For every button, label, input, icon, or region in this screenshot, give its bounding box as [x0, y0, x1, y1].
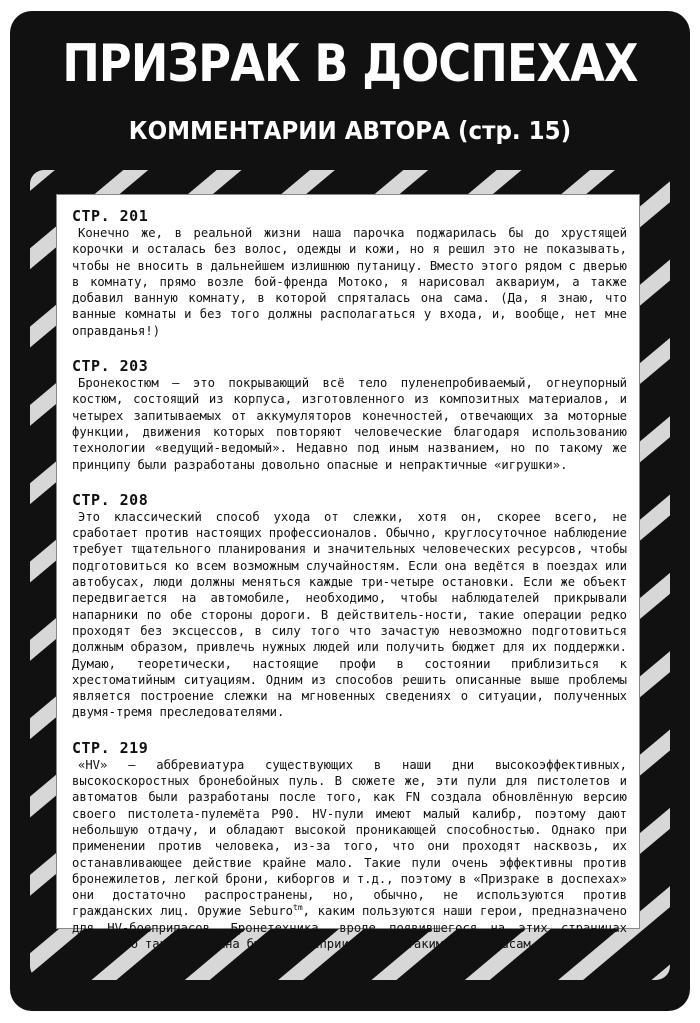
commentary-content: [72, 208, 627, 971]
section-title: СТР. 203: [72, 357, 149, 376]
section-text-part: «HV» – аббревиатура существующих в наши дни высокоэффективных, высокоскоростных бронебойных пуль. В сюжете же, эти пули для пистолетов и автоматов были разработаны после того, как FN создала обновлённую версию своего пистолета-пулемёта P90. HV-пули имеют малый калибр, поэтому дают небольшую отдачу, и обладают высокой проникающей способностью. Однако при применении против человека, из-за того, что они проходят насквозь, их останавливающее действие крайне мало. Такие пули очень эффективны против бронежилетов, легкой брони, киборгов и т.д., поэтому в «Призраке в доспехах» они достаточно распространены, но, обычно, не используются против гражданских лиц. Оружие Seburo: [72, 757, 627, 919]
section-page-219: [72, 740, 627, 953]
page-subtitle: КОММЕНТАРИИ АВТОРА (стр. 15): [128, 116, 572, 145]
section-text-part: , каким пользуются наши герои, предназначено для HV-боеприпасов. Бронетехника, вроде появившегося на этих страницах разумного танка, должна быть невосприимчива к таким боеприпасам.: [72, 904, 627, 951]
section-page-208: [72, 492, 627, 721]
section-text: [72, 757, 627, 953]
section-page-201: [72, 208, 627, 339]
trademark-mark: tm: [293, 903, 303, 913]
page-title: ПРИЗРАК В ДОСПЕХАХ: [62, 34, 638, 94]
section-text: Бронекостюм – это покрывающий всё тело пуленепробиваемый, огнеупорный костюм, состоящий из корпуса, изготовленного из композитных материалов, и четырех запитываемых от аккумуляторов конечностей, отвечающих за моторные функции, движения которых повторяют человеческие благодаря использованию технологии «ведущий-ведомый». Недавно под иным названием, но по такому же принципу были разработаны довольно опасные и непрактичные «игрушки».: [72, 376, 627, 472]
section-title: СТР. 219: [72, 738, 149, 757]
section-text: Это классический способ ухода от слежки, хотя он, скорее всего, не сработает против настоящих профессионалов. Обычно, круглосуточное наблюдение требует тщательного планирования и значительных человеческих ресурсов, чтобы подготовиться ко всем возможным случайностям. Если она ведётся в поездах или автобусах, люди должны меняться каждые три-четыре остановки. Если же объект передвигается на автомобиле, необходимо, чтобы наблюдателей прикрывали напарники по обе стороны дороги. В действитель-ности, такие операции редко проходят без эксцессов, в силу того что зачастую невозможно подготовиться должным образом, привлечь нужных людей или получить бюджет для их поддержки. Думаю, теоретически, настоящие профи в состоянии приблизиться к хрестоматийным ситуациям. Одним из способов решить описанные выше проблемы является построение слежки на мгновенных сведениях о ситуации, полученных двумя-тремя преследователями.: [72, 509, 627, 720]
section-text: Конечно же, в реальной жизни наша парочка поджарилась бы до хрустящей корочки и осталась без волос, одежды и кожи, но я решил это не показывать, чтобы не вносить в дальнейшем излишнюю путаницу. Вместо этого рядом с дверью в комнату, прямо возле бой-френда Мотоко, я нарисовал аквариум, а также добавил ванную комнату, в которой спряталась она сама. (Да, я знаю, что ванные комнаты и без того должны располагаться у входа, и, вообще, нет мне оправданья!): [72, 226, 627, 338]
section-title: СТР. 208: [72, 490, 149, 509]
section-title: СТР. 201: [72, 207, 149, 225]
section-page-203: [72, 358, 627, 473]
